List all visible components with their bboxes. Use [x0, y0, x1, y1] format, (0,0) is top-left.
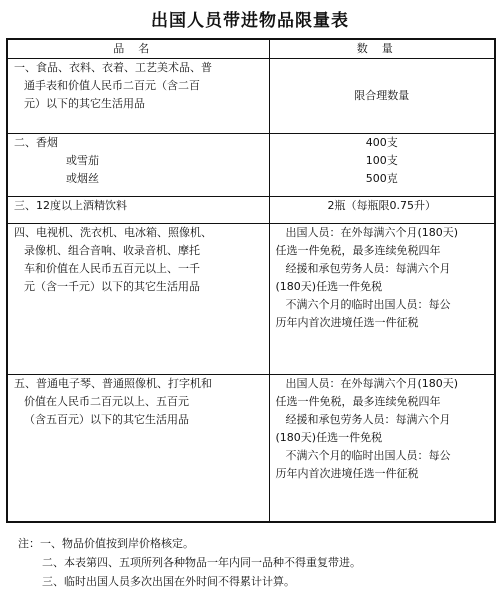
- quantity-line: (180天)任选一件免税: [275, 431, 383, 444]
- quantity-cell: [269, 197, 495, 224]
- table-row: [7, 59, 495, 134]
- quantity-line: 出国人员：在外每满六个月(180天): [285, 377, 459, 390]
- column-header-quantity: 数量: [269, 39, 495, 59]
- quantity-line: 经援和承包劳务人员：每满六个月: [285, 262, 451, 275]
- page-title: 出国人员带进物品限量表: [151, 11, 349, 31]
- item-line: 三、12度以上酒精饮料: [14, 199, 127, 212]
- item-line: 一、食品、衣料、衣着、工艺美术品、普: [14, 61, 212, 74]
- item-cell: [7, 197, 269, 224]
- item-line: 二、香烟: [14, 136, 58, 149]
- item-line: 价值在人民币二百元以上、五百元: [24, 395, 189, 408]
- quantity-line: 不满六个月的临时出国人员：每公: [285, 449, 451, 462]
- item-line: 或烟丝: [66, 172, 99, 185]
- quantity-line: 100支: [365, 154, 398, 167]
- table-row: [7, 197, 495, 224]
- quantity-line: 任选一件免税，最多连续免税四年: [275, 244, 441, 257]
- quantity-line: (180天)任选一件免税: [275, 280, 383, 293]
- quantity-line: 历年内首次进境任选一件征税: [275, 316, 419, 329]
- note-line: 二、本表第四、五项所列各种物品一年内同一品种不得重复带进。: [42, 556, 361, 569]
- notes: [18, 534, 361, 591]
- table-row: [7, 224, 495, 375]
- table-header-row: [7, 39, 495, 59]
- table-row: [7, 134, 495, 197]
- table-row: [7, 375, 495, 523]
- item-line: 元（含一千元）以下的其它生活用品: [24, 280, 200, 293]
- item-line: 录像机、组合音响、收录音机、摩托: [24, 244, 200, 257]
- quantity-cell: [269, 375, 495, 523]
- item-cell: [7, 59, 269, 134]
- item-line: 五、普通电子琴、普通照像机、打字机和: [14, 377, 212, 390]
- quantity-cell: [269, 224, 495, 375]
- item-cell: [7, 375, 269, 523]
- item-cell: [7, 224, 269, 375]
- column-header-item-name: 品名: [7, 39, 269, 59]
- quantity-line: 历年内首次进境任选一件征税: [275, 467, 419, 480]
- quantity-line: 不满六个月的临时出国人员：每公: [285, 298, 451, 311]
- limits-table: [6, 38, 496, 523]
- quantity-line: 经援和承包劳务人员：每满六个月: [285, 413, 451, 426]
- item-line: 通手表和价值人民币二百元（含二百: [24, 79, 200, 92]
- quantity-cell: [269, 59, 495, 134]
- quantity-cell: [269, 134, 495, 197]
- item-line: 或雪茄: [66, 154, 99, 167]
- item-line: 车和价值在人民币五百元以上、一千: [24, 262, 200, 275]
- quantity-line: 500克: [365, 172, 398, 185]
- quantity-line: 任选一件免税，最多连续免税四年: [275, 395, 441, 408]
- quantity-line: 400支: [365, 136, 398, 149]
- item-cell: [7, 134, 269, 197]
- note-line: 三、临时出国人员多次出国在外时间不得累计计算。: [42, 575, 295, 588]
- note-line: 注：一、物品价值按到岸价格核定。: [18, 537, 194, 550]
- item-line: 元）以下的其它生活用品: [24, 97, 145, 110]
- quantity-line: 出国人员：在外每满六个月(180天): [285, 226, 459, 239]
- quantity-line: 2瓶（每瓶限0.75升）: [327, 199, 436, 212]
- item-line: （含五百元）以下的其它生活用品: [24, 413, 189, 426]
- item-line: 四、电视机、洗衣机、电冰箱、照像机、: [14, 226, 212, 239]
- quantity-line: 限合理数量: [354, 89, 410, 102]
